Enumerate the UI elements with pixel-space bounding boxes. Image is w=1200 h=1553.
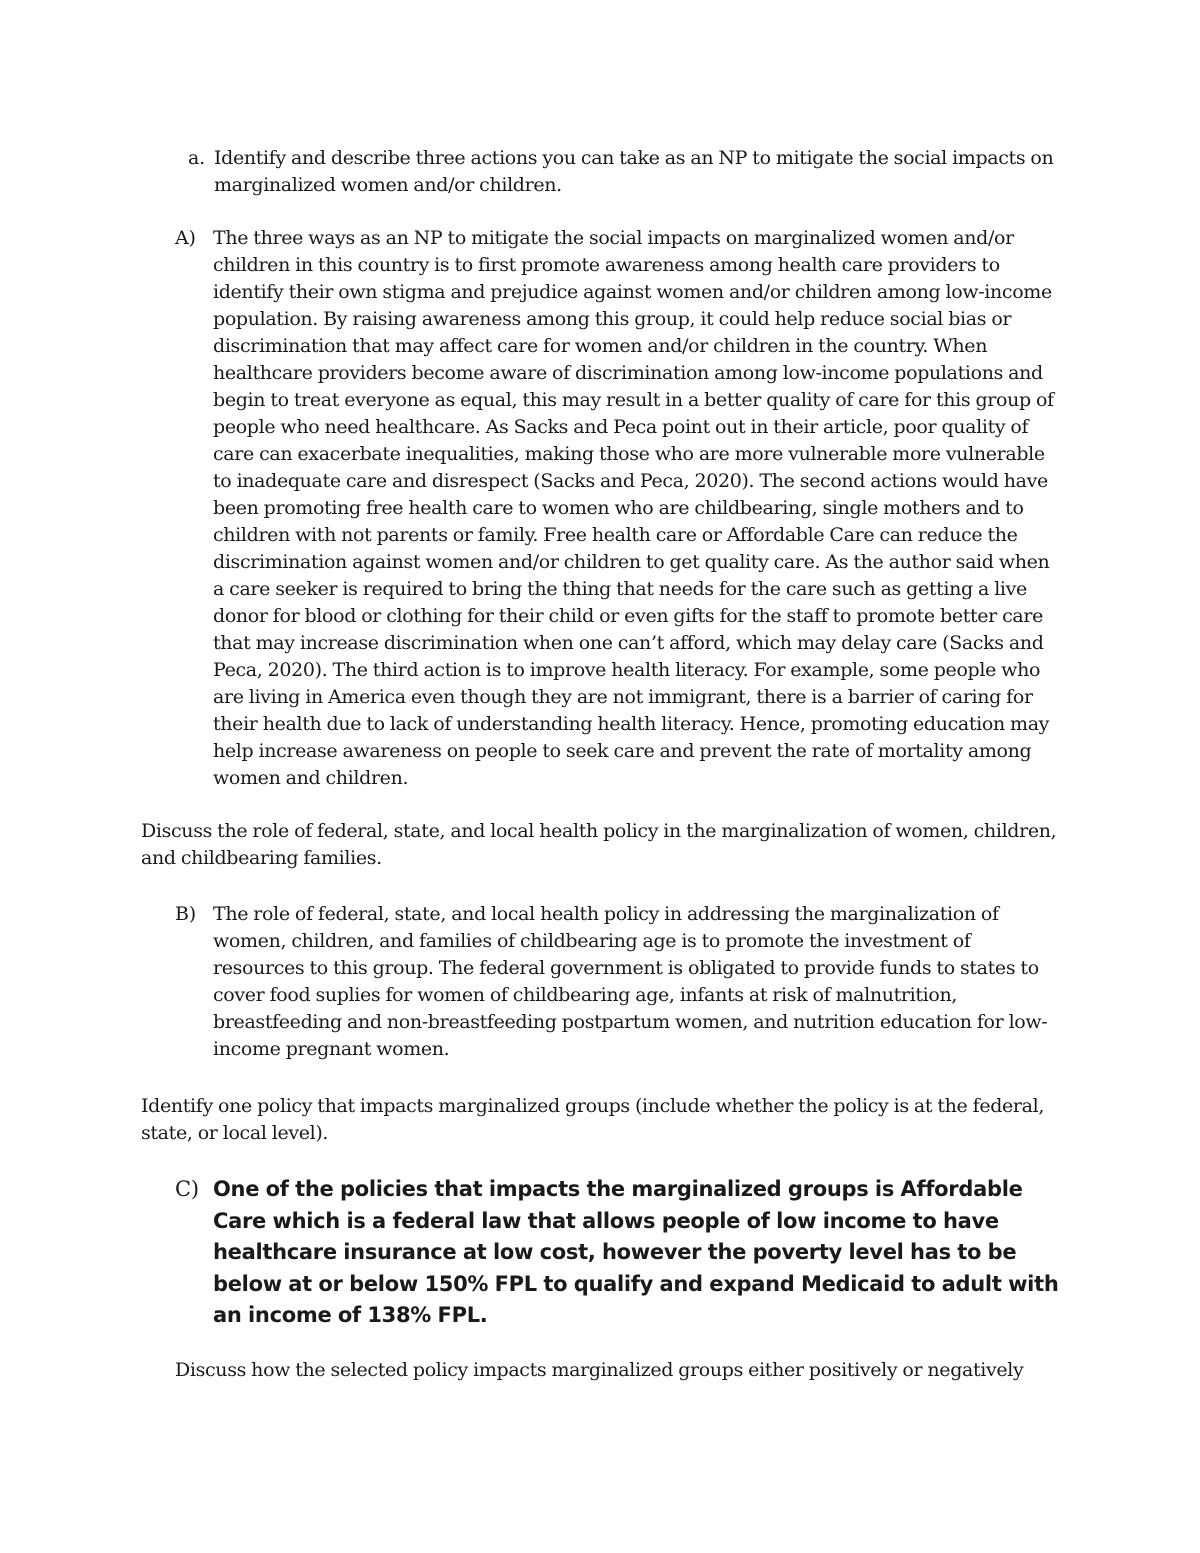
answer-b-text: The role of federal, state, and local health policy in addressing the marginalization of women, children, and families of childbearing age is to promote the investment of resources to this group. The federal government is obligated to provide funds to states to cover food suplies for women of childbearing age, infants at risk of malnutrition, breastfeeding and non-breastfeeding postpartum women, and nutrition education for low-income pregnant women. — [213, 903, 1048, 1060]
answer-c-text: One of the policies that impacts the marginalized groups is Affordable Care which is a federal law that allows people of low income to have healthcare insurance at low cost, however the poverty level has to be below at or below 150% FPL to qualify and expand Medicaid to adult with an income of 138% FPL. — [213, 1177, 1059, 1327]
answer-b-marker: B) — [175, 903, 196, 925]
question-a-text: Identify and describe three actions you can take as an NP to mitigate the social impacts on marginalized women and/or children. — [214, 147, 1054, 196]
question-a — [188, 145, 1068, 199]
answer-c — [175, 1174, 1075, 1332]
question-d: Discuss how the selected policy impacts marginalized groups either positively or negatively — [175, 1359, 1024, 1381]
answer-a-text: The three ways as an NP to mitigate the social impacts on marginalized women and/or children in this country is to first promote awareness among health care providers to identify their own stigma and prejudice against women and/or children among low-income population. By raising awareness among this group, it could help reduce social bias or discrimination that may affect care for women and/or children in the country. When healthcare providers become aware of discrimination among low-income populations and begin to treat everyone as equal, this may result in a better quality of care for this group of people who need healthcare. As Sacks and Peca point out in their article, poor quality of care can exacerbate inequalities, making those who are more vulnerable more vulnerable to inadequate care and disrespect (Sacks and Peca, 2020). The second actions would have been promoting free health care to women who are childbearing, single mothers and to children with not parents or family. Free health care or Affordable Care can reduce the discrimination against women and/or children to get quality care. As the author said when a care seeker is required to bring the thing that needs for the care such as getting a live donor for blood or clothing for their child or even gifts for the staff to promote better care that may increase discrimination when one can’t afford, which may delay care (Sacks and Peca, 2020). The third action is to improve health literacy. For example, some people who are living in America even though they are not immigrant, there is a barrier of caring for their health due to lack of understanding health literacy. Hence, promoting education may help increase awareness on people to seek care and prevent the rate of mortality among women and children. — [213, 227, 1054, 789]
answer-a — [175, 225, 1075, 792]
answer-b — [175, 901, 1075, 1063]
answer-c-marker: C) — [175, 1177, 199, 1201]
question-b: Discuss the role of federal, state, and local health policy in the marginalization of women, children, and childbearing families. — [141, 820, 1057, 869]
question-c: Identify one policy that impacts marginalized groups (include whether the policy is at the federal, state, or local level). — [141, 1095, 1045, 1144]
answer-a-marker: A) — [175, 227, 196, 249]
question-a-marker: a. — [188, 147, 205, 169]
